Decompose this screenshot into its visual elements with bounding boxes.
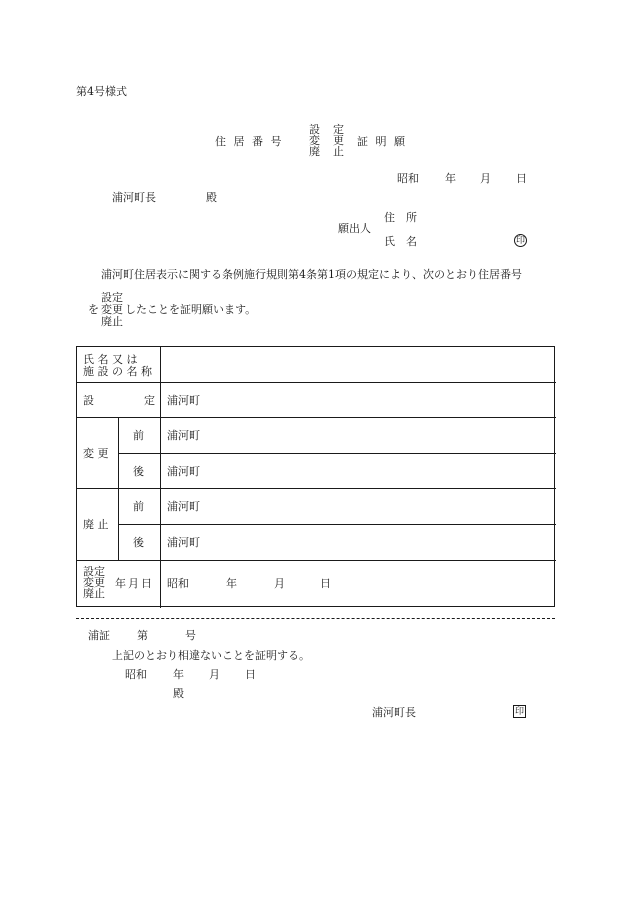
form-number: 第4号様式 <box>76 85 127 98</box>
date-year: 年 <box>445 172 456 185</box>
title-left: 住 居 番 号 <box>215 135 284 148</box>
cert-year: 年 <box>173 668 184 681</box>
table-date-year: 年 <box>226 577 237 590</box>
cert-dai: 第 <box>137 629 148 642</box>
change-before-town: 浦河町 <box>167 429 200 442</box>
change-before-label: 前 <box>133 429 144 442</box>
date-opt-abolish: 廃止 <box>83 587 105 600</box>
abolish-before-town: 浦河町 <box>167 500 200 513</box>
setting-label-b: 定 <box>144 394 155 407</box>
title-option-char: 廃 <box>309 145 320 158</box>
date-opt-change: 変更 <box>83 576 105 589</box>
date-era: 昭和 <box>397 172 419 185</box>
cert-seal-icon: 印 <box>514 707 524 717</box>
cert-statement: 上記のとおり相違ないことを証明する。 <box>112 649 310 662</box>
body-opt-abolish: 廃止 <box>101 315 123 328</box>
cert-month: 月 <box>209 668 220 681</box>
applicant-address-label: 住 所 <box>384 211 417 224</box>
abolish-after-town: 浦河町 <box>167 536 200 549</box>
name-value-cell[interactable] <box>163 349 551 379</box>
change-after-town: 浦河町 <box>167 465 200 478</box>
title-right: 証 明 願 <box>357 135 407 148</box>
details-table <box>76 346 555 607</box>
addressee-name: 浦河町長 <box>112 191 156 204</box>
abolish-before-label: 前 <box>133 500 144 513</box>
setting-label-a: 設 <box>83 394 94 407</box>
change-after-label: 後 <box>133 465 144 478</box>
date-options <box>83 566 105 599</box>
setting-town: 浦河町 <box>167 394 200 407</box>
applicant-seal-icon: 印 <box>515 236 525 246</box>
applicant-label: 願出人 <box>338 222 371 235</box>
title-option-char: 設 <box>309 123 320 136</box>
cut-line <box>76 618 555 619</box>
body-wo: を <box>88 303 99 316</box>
cert-era: 昭和 <box>125 668 147 681</box>
abolish-after-label: 後 <box>133 536 144 549</box>
body-line-1: 浦河町住居表示に関する条例施行規則第4条第1項の規定により、次のとおり住居番号 <box>101 268 522 281</box>
date-day: 日 <box>516 172 527 185</box>
title-option-char: 定 <box>333 123 344 136</box>
applicant-name-label: 氏 名 <box>384 235 417 248</box>
abolish-label: 廃 止 <box>83 518 109 531</box>
name-header-2: 施 設 の 名 称 <box>83 365 152 378</box>
cert-label: 浦証 <box>88 629 110 642</box>
addressee-honorific: 殿 <box>206 191 217 204</box>
title-option-char: 更 <box>333 134 344 147</box>
body-opt-change: 変更 <box>101 303 123 316</box>
table-date-day: 日 <box>320 577 331 590</box>
cert-honorific: 殿 <box>173 687 184 700</box>
title-options-col-2 <box>333 124 344 157</box>
body-opt-setting: 設定 <box>101 291 123 304</box>
date-month: 月 <box>480 172 491 185</box>
date-opt-setting: 設定 <box>83 565 105 578</box>
name-header-1: 氏 名 又 は <box>83 353 138 366</box>
date-label: 年月日 <box>115 577 154 590</box>
title-option-char: 変 <box>309 134 320 147</box>
table-date-month: 月 <box>274 577 285 590</box>
cert-day: 日 <box>245 668 256 681</box>
body-line-2-rest: したことを証明願います。 <box>125 303 257 316</box>
title-options-col-1 <box>309 124 320 157</box>
change-label: 変 更 <box>83 447 109 460</box>
cert-issuer: 浦河町長 <box>372 706 416 719</box>
cert-gou: 号 <box>185 629 196 642</box>
title-option-char: 止 <box>333 145 344 158</box>
table-date-era: 昭和 <box>167 577 189 590</box>
